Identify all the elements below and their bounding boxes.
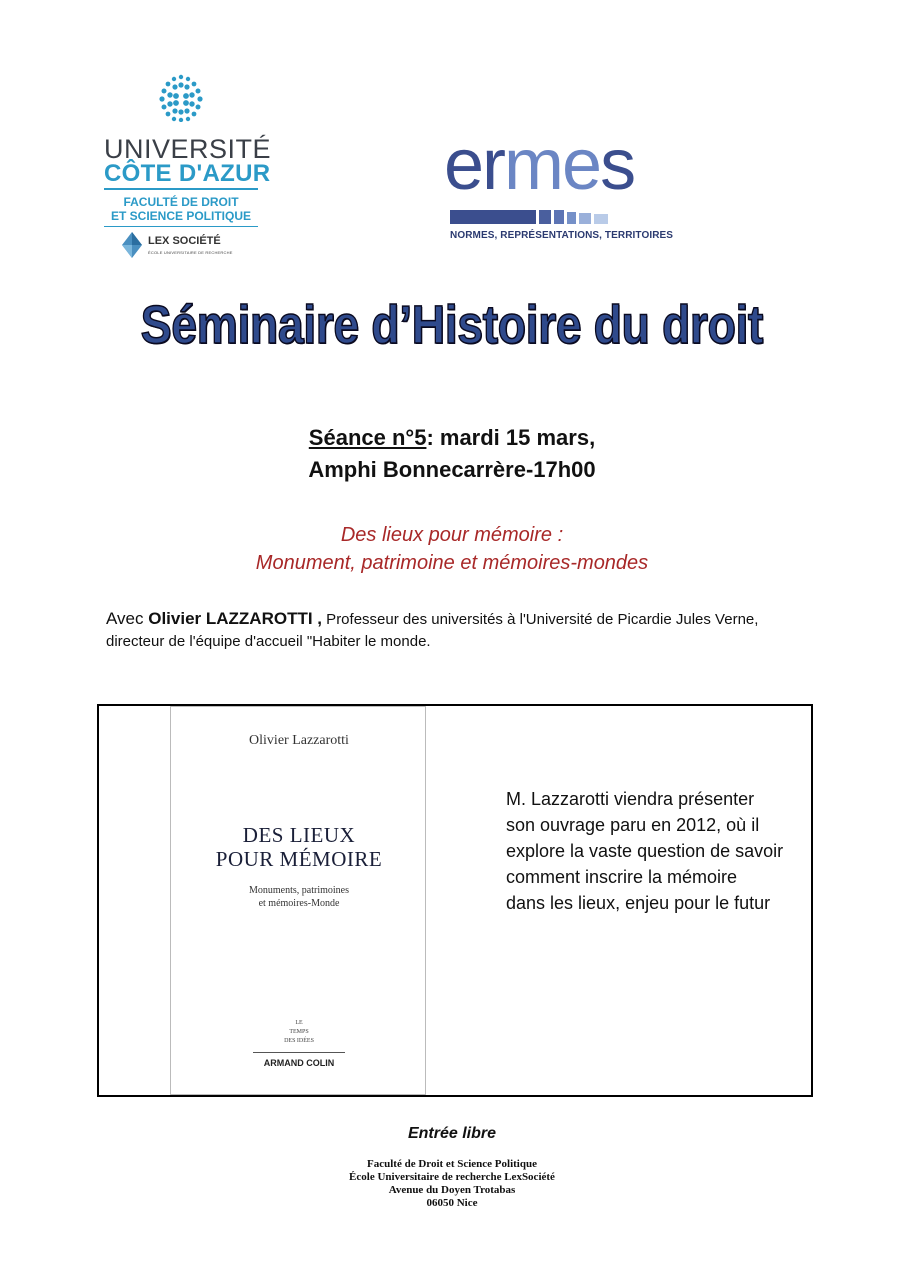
ermes-word-part2: me bbox=[504, 125, 601, 205]
uca-line2: CÔTE D'AZUR bbox=[104, 160, 271, 187]
seminar-title-text: Séminaire d’Histoire du droit bbox=[140, 295, 764, 355]
ermes-word-part3: s bbox=[600, 125, 635, 205]
address-line: 06050 Nice bbox=[426, 1197, 478, 1209]
speaker-role-line1: Professeur des universités à l'Université de Picardie Jules Verne, bbox=[322, 611, 759, 628]
uca-line1: UNIVERSITÉ bbox=[104, 134, 272, 164]
description-line: M. Lazzarotti viendra présenter bbox=[506, 789, 755, 809]
session-date: : mardi 15 mars, bbox=[426, 425, 596, 450]
ermes-tagline: NORMES, REPRÉSENTATIONS, TERRITOIRES bbox=[450, 230, 674, 241]
universite-cote-dazur-logo bbox=[104, 74, 272, 264]
lex-societe-label: LEX SOCIÉTÉ bbox=[148, 235, 221, 247]
uca-dots-icon bbox=[156, 74, 206, 122]
book-title-line1: DES LIEUX bbox=[242, 823, 356, 847]
ermes-bars-icon bbox=[450, 210, 700, 224]
book-collection-line2: TEMPS bbox=[289, 1029, 309, 1035]
uca-divider-2 bbox=[104, 226, 258, 227]
speaker-role-line2: directeur de l'équipe d'accueil "Habiter le monde. bbox=[106, 633, 431, 650]
description-line: son ouvrage paru en 2012, où il bbox=[506, 815, 760, 835]
address-line: École Universitaire de recherche LexSociété bbox=[349, 1171, 555, 1183]
speaker-name: Olivier LAZZAROTTI , bbox=[148, 609, 323, 628]
book-subtitle-line2: et mémoires-Monde bbox=[258, 898, 340, 909]
ermes-word-part1: er bbox=[444, 125, 505, 205]
description-line: dans les lieux, enjeu pour le futur bbox=[506, 893, 771, 913]
session-place: Amphi Bonnecarrère-17h00 bbox=[308, 457, 596, 482]
book-collection-line1: LE bbox=[295, 1020, 303, 1026]
book-rule bbox=[253, 1052, 345, 1053]
session-line bbox=[0, 425, 904, 451]
book-title-line2: POUR MÉMOIRE bbox=[215, 847, 383, 871]
topic-line1: Des lieux pour mémoire : bbox=[340, 524, 564, 546]
speaker-lead: Avec bbox=[106, 609, 149, 628]
entry-notice: Entrée libre bbox=[407, 1125, 497, 1142]
book-collection-line3: DES IDÉES bbox=[284, 1038, 314, 1044]
speaker-info bbox=[106, 608, 806, 653]
ermes-wordmark bbox=[444, 124, 634, 206]
book-subtitle-line1: Monuments, patrimoines bbox=[249, 885, 349, 896]
book-publisher: ARMAND COLIN bbox=[263, 1058, 335, 1068]
description-line: comment inscrire la mémoire bbox=[506, 867, 738, 887]
address-line: Faculté de Droit et Science Politique bbox=[367, 1158, 537, 1170]
lex-societe-sublabel: ÉCOLE UNIVERSITAIRE DE RECHERCHE bbox=[148, 250, 233, 255]
uca-divider bbox=[104, 188, 258, 190]
address-line: Avenue du Doyen Trotabas bbox=[388, 1184, 516, 1196]
session-label: Séance n°5 bbox=[308, 425, 427, 450]
lex-societe-icon bbox=[122, 232, 142, 258]
seminar-title bbox=[0, 294, 904, 356]
topic-line2: Monument, patrimoine et mémoires-mondes bbox=[255, 552, 649, 574]
book-cover bbox=[170, 706, 426, 1095]
description-line: explore la vaste question de savoir bbox=[506, 841, 784, 861]
ermes-logo bbox=[440, 125, 700, 250]
uca-faculty-line2: ET SCIENCE POLITIQUE bbox=[110, 209, 251, 223]
book-description bbox=[506, 786, 812, 916]
book-author: Olivier Lazzarotti bbox=[249, 733, 349, 748]
uca-faculty-line1: FACULTÉ DE DROIT bbox=[123, 195, 239, 209]
